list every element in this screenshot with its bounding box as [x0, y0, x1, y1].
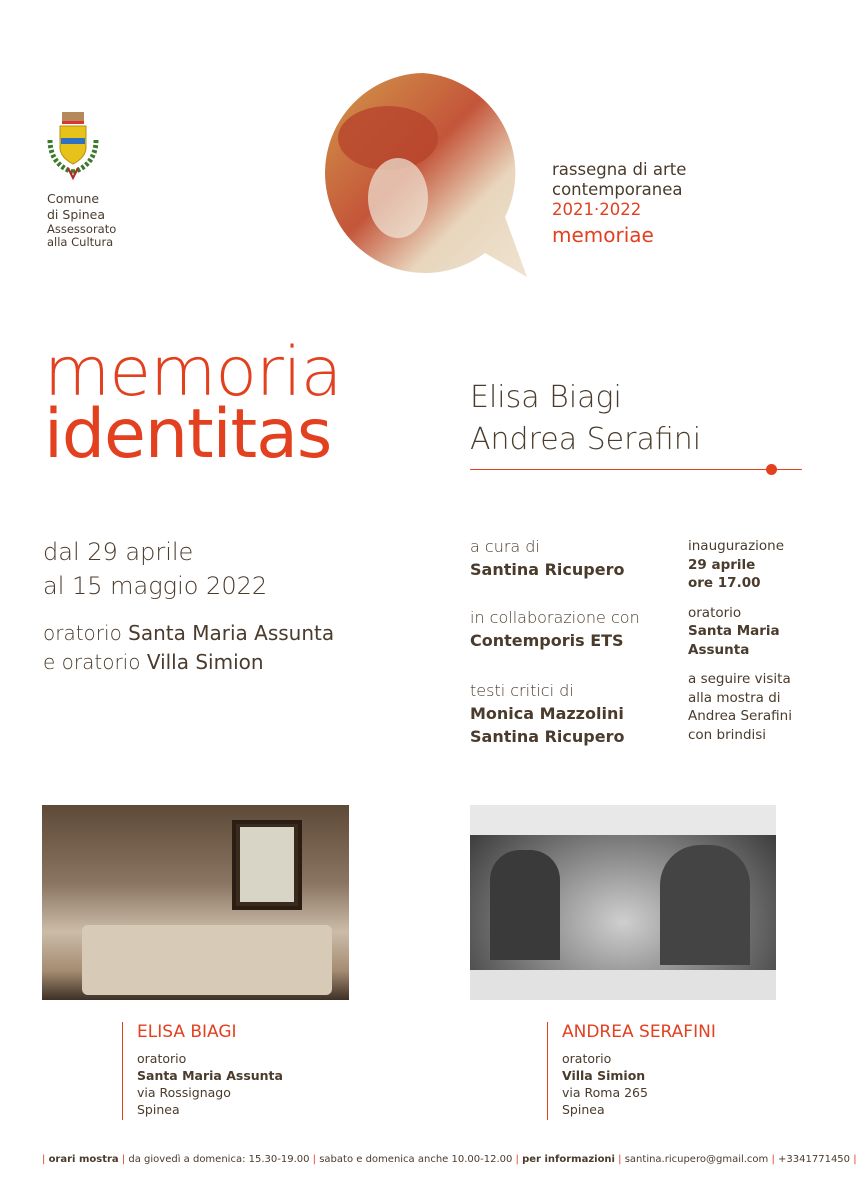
inauguration-note: Andrea Serafini: [688, 708, 792, 724]
inauguration-place: Assunta: [688, 641, 750, 658]
credit-name: Contemporis ETS: [470, 631, 624, 650]
rassegna-years: 2021·2022: [552, 200, 642, 219]
credit-name: Monica Mazzolini: [470, 704, 624, 723]
rassegna-line2: contemporanea: [552, 180, 683, 199]
inauguration-note: alla mostra di: [688, 689, 781, 706]
inauguration-note: con brindisi: [688, 726, 767, 743]
divider-dot: [766, 464, 777, 475]
credit-collaboration: [470, 606, 640, 652]
comune-line1: Comune: [47, 191, 100, 206]
inauguration-time: ore 17.00: [688, 575, 761, 591]
exhibit-label: oratorio: [562, 1051, 612, 1066]
exhibit-venue: Santa Maria Assunta: [137, 1068, 283, 1083]
artist-name: Elisa Biagi: [470, 380, 622, 415]
footer-hours: sabato e domenica anche 10.00-12.00: [319, 1154, 513, 1165]
inauguration-place-label: oratorio: [688, 604, 742, 621]
exhibit-venue: Villa Simion: [562, 1068, 646, 1083]
inauguration-note: a seguire visita: [688, 671, 791, 687]
inauguration-label: inaugurazione: [688, 538, 785, 554]
exhibit-city: Spinea: [562, 1102, 605, 1117]
exhibit-address: via Rossignago: [137, 1085, 231, 1100]
inauguration-date: 29 aprile: [688, 556, 756, 573]
footer-info: | orari mostra | da giovedì a domenica: 15.30-19.00 | sabato e domenica anche 10.00-12.00 | per informazioni | santina.ricupero@gmail.com | +3341771450 |: [42, 1154, 857, 1165]
credit-name: Santina Ricupero: [470, 560, 625, 579]
footer-hours-label: orari mostra: [48, 1154, 119, 1165]
exhibition-dates: [43, 535, 267, 603]
comune-crest-logo: [44, 110, 102, 182]
exhibit-caption-serafini: [547, 1022, 716, 1120]
credit-name: Santina Ricupero: [470, 727, 625, 746]
exhibit-label: oratorio: [137, 1051, 187, 1066]
credit-critics: [470, 679, 624, 748]
exhibition-title: [44, 333, 342, 474]
credit-label: in collaborazione con: [470, 608, 640, 627]
footer-hours: da giovedì a domenica: 15.30-19.00: [128, 1154, 310, 1165]
date-end: al 15 maggio 2022: [43, 572, 268, 600]
elisa-biagi-bedroom-photo: [42, 805, 349, 1000]
footer-email[interactable]: santina.ricupero@gmail.com: [624, 1154, 769, 1165]
exhibit-artist: ELISA BIAGI: [137, 1022, 237, 1042]
footer-info-label: per informazioni: [522, 1154, 615, 1165]
divider-line: [470, 469, 802, 470]
venue-prefix: e oratorio: [43, 650, 147, 674]
rassegna-label: [552, 160, 686, 250]
speech-bubble-fresco-image: [318, 68, 528, 278]
rassegna-series: memoriae: [552, 223, 654, 247]
credit-label: testi critici di: [470, 681, 574, 700]
inauguration-place: Santa Maria: [688, 623, 780, 639]
exhibit-artist: ANDREA SERAFINI: [562, 1022, 716, 1042]
venue-prefix: oratorio: [43, 621, 129, 645]
venue-name: Villa Simion: [146, 650, 264, 674]
comune-label: [47, 191, 116, 249]
credit-label: a cura di: [470, 537, 540, 556]
venue-name: Santa Maria Assunta: [128, 621, 335, 645]
exhibit-caption-biagi: [122, 1022, 283, 1120]
artist-names: [470, 377, 701, 461]
date-start: dal 29 aprile: [43, 538, 194, 566]
title-line2: identitas: [44, 395, 332, 474]
exhibit-address: via Roma 265: [562, 1085, 648, 1100]
exhibition-venues: [43, 619, 334, 677]
andrea-serafini-car-artwork: [470, 805, 776, 1000]
title-line1: memoria: [44, 333, 342, 412]
comune-line2: di Spinea: [47, 207, 105, 222]
assessorato-line1: Assessorato: [47, 222, 117, 236]
inauguration-info: [688, 537, 792, 744]
rassegna-line1: rassegna di arte: [552, 160, 687, 179]
credit-curator: [470, 535, 624, 581]
exhibit-city: Spinea: [137, 1102, 180, 1117]
assessorato-line2: alla Cultura: [47, 235, 114, 249]
footer-phone[interactable]: +3341771450: [778, 1154, 851, 1165]
artist-name: Andrea Serafini: [470, 422, 702, 457]
